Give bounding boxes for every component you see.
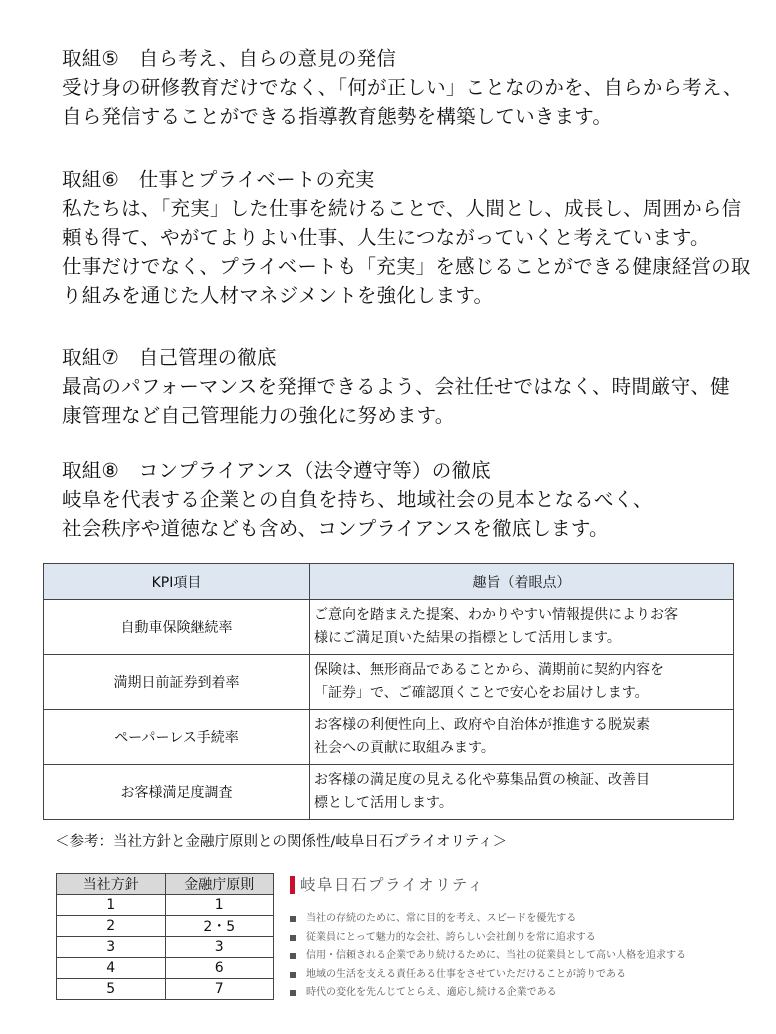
priority-list (290, 910, 760, 1003)
table-row (57, 958, 274, 979)
initiative-7-title: 取組⑦ 自己管理の徹底 (62, 346, 277, 369)
kpi-purpose-line: 社会への貢献に取組みます。 (314, 740, 495, 756)
initiative-7-text: 最高のパフォーマンスを発揮できるよう、会社任せではなく、時間厳守、健 (62, 375, 730, 398)
initiative-6-title: 取組⑥ 仕事とプライベートの充実 (62, 168, 375, 191)
kpi-purpose (310, 765, 734, 820)
initiative-8-title: 取組⑧ コンプライアンス（法令遵守等）の徹底 (62, 459, 491, 482)
kpi-purpose-line: 標として活用します。 (314, 795, 453, 811)
accent-bar-icon (290, 876, 295, 894)
priority-item-text: 時代の変化を先んじてとらえ、適応し続ける企業である (306, 987, 557, 998)
initiative-6-text: り組みを通じた人材マネジメントを強化します。 (62, 284, 494, 307)
mapping-cell: 2・5 (165, 916, 274, 937)
square-bullet-icon (290, 972, 296, 978)
kpi-item: ペーパーレス手続率 (44, 710, 310, 765)
table-row (44, 710, 734, 765)
priority-title (290, 874, 760, 896)
kpi-item: お客様満足度調査 (44, 765, 310, 820)
square-bullet-icon (290, 953, 296, 959)
initiative-8-text: 岐阜を代表する企業との自負を持ち、地域社会の見本となるべく、 (62, 488, 653, 511)
kpi-header-item: KPI項目 (44, 564, 310, 600)
table-row (44, 600, 734, 655)
priority-item-text: 地域の生活を支える責任ある仕事をさせていただけることが誇りである (306, 968, 626, 980)
kpi-header-row (44, 564, 734, 600)
policy-mapping-table (56, 873, 274, 1000)
initiative-6-text: 私たちは、「充実」した仕事を続けることで、人間とし、成長し、周囲から信 (62, 197, 742, 220)
mapping-cell: 1 (57, 895, 166, 916)
square-bullet-icon (290, 916, 296, 922)
list-item (290, 966, 760, 985)
table-row (57, 895, 274, 916)
table-row (57, 937, 274, 958)
kpi-table (43, 563, 734, 820)
table-row (44, 655, 734, 710)
initiative-6-text: 頼も得て、やがてよりよい仕事、人生につながっていくと考えています。 (62, 226, 710, 249)
mapping-cell: 7 (165, 979, 274, 1000)
priority-item-text: 従業員にとって魅力的な会社、誇らしい会社創りを常に追求する (306, 931, 596, 943)
mapping-cell: 6 (165, 958, 274, 979)
kpi-item: 満期日前証券到着率 (44, 655, 310, 710)
mapping-header-row (57, 874, 274, 895)
kpi-purpose-line: 「証券」で、ご確認頂くことで安心をお届けします。 (314, 685, 649, 701)
kpi-purpose-line: ご意向を踏まえた提案、わかりやすい情報提供によりお客 (314, 607, 678, 623)
initiative-6 (62, 165, 751, 310)
mapping-cell: 1 (165, 895, 274, 916)
priority-item-text: 信用・信頼される企業であり続けるために、当社の従業員として高い人格を追求する (306, 950, 686, 961)
initiative-8 (62, 456, 742, 543)
table-row (57, 916, 274, 937)
kpi-purpose-line: お客様の満足度の見える化や募集品質の検証、改善目 (314, 772, 650, 788)
list-item (290, 910, 760, 929)
kpi-purpose (310, 655, 734, 710)
square-bullet-icon (290, 990, 296, 996)
initiative-5-title: 取組⑤ 自ら考え、自らの意見の発信 (62, 47, 397, 70)
table-row (57, 979, 274, 1000)
initiative-5-text: 自ら発信することができる指導教育態勢を構築していきます。 (62, 105, 613, 128)
kpi-purpose-line: 様にご満足頂いた結果の指標として活用します。 (314, 630, 621, 646)
list-item (290, 947, 760, 966)
mapping-cell: 2 (57, 916, 166, 937)
mapping-cell: 5 (57, 979, 166, 1000)
kpi-item: 自動車保険継続率 (44, 600, 310, 655)
reference-caption: ＜参考：当社方針と金融庁原則との関係性/岐阜日石プライオリティ＞ (55, 834, 508, 850)
square-bullet-icon (290, 935, 296, 941)
list-item (290, 929, 760, 948)
initiative-6-text: 仕事だけでなく、プライベートも「充実」を感じることができる健康経営の取 (62, 255, 751, 278)
kpi-purpose (310, 600, 734, 655)
initiative-5 (62, 44, 742, 131)
priority-item-text: 当社の存続のために、常に目的を考え、スピードを優先する (306, 913, 577, 924)
kpi-purpose-line: 保険は、無形商品であることから、満期前に契約内容を (314, 662, 664, 678)
mapping-header-company: 当社方針 (57, 874, 166, 895)
initiative-7-text: 康管理など自己管理能力の強化に努めます。 (62, 404, 455, 427)
list-item (290, 984, 760, 1003)
mapping-cell: 3 (57, 937, 166, 958)
kpi-purpose (310, 710, 734, 765)
mapping-header-fsa: 金融庁原則 (165, 874, 274, 895)
priority-title-text: 岐阜日石プライオリティ (300, 876, 485, 894)
kpi-purpose-line: お客様の利便性向上、政府や自治体が推進する脱炭素 (314, 717, 650, 733)
mapping-cell: 4 (57, 958, 166, 979)
initiative-8-text: 社会秩序や道徳なども含め、コンプライアンスを徹底します。 (62, 517, 609, 540)
initiative-7 (62, 343, 742, 430)
mapping-cell: 3 (165, 937, 274, 958)
initiative-5-text: 受け身の研修教育だけでなく、「何が正しい」ことなのかを、自らから考え、 (62, 76, 743, 99)
kpi-header-purpose: 趣旨（着眼点） (310, 564, 734, 600)
priority-panel (290, 874, 760, 1003)
table-row (44, 765, 734, 820)
